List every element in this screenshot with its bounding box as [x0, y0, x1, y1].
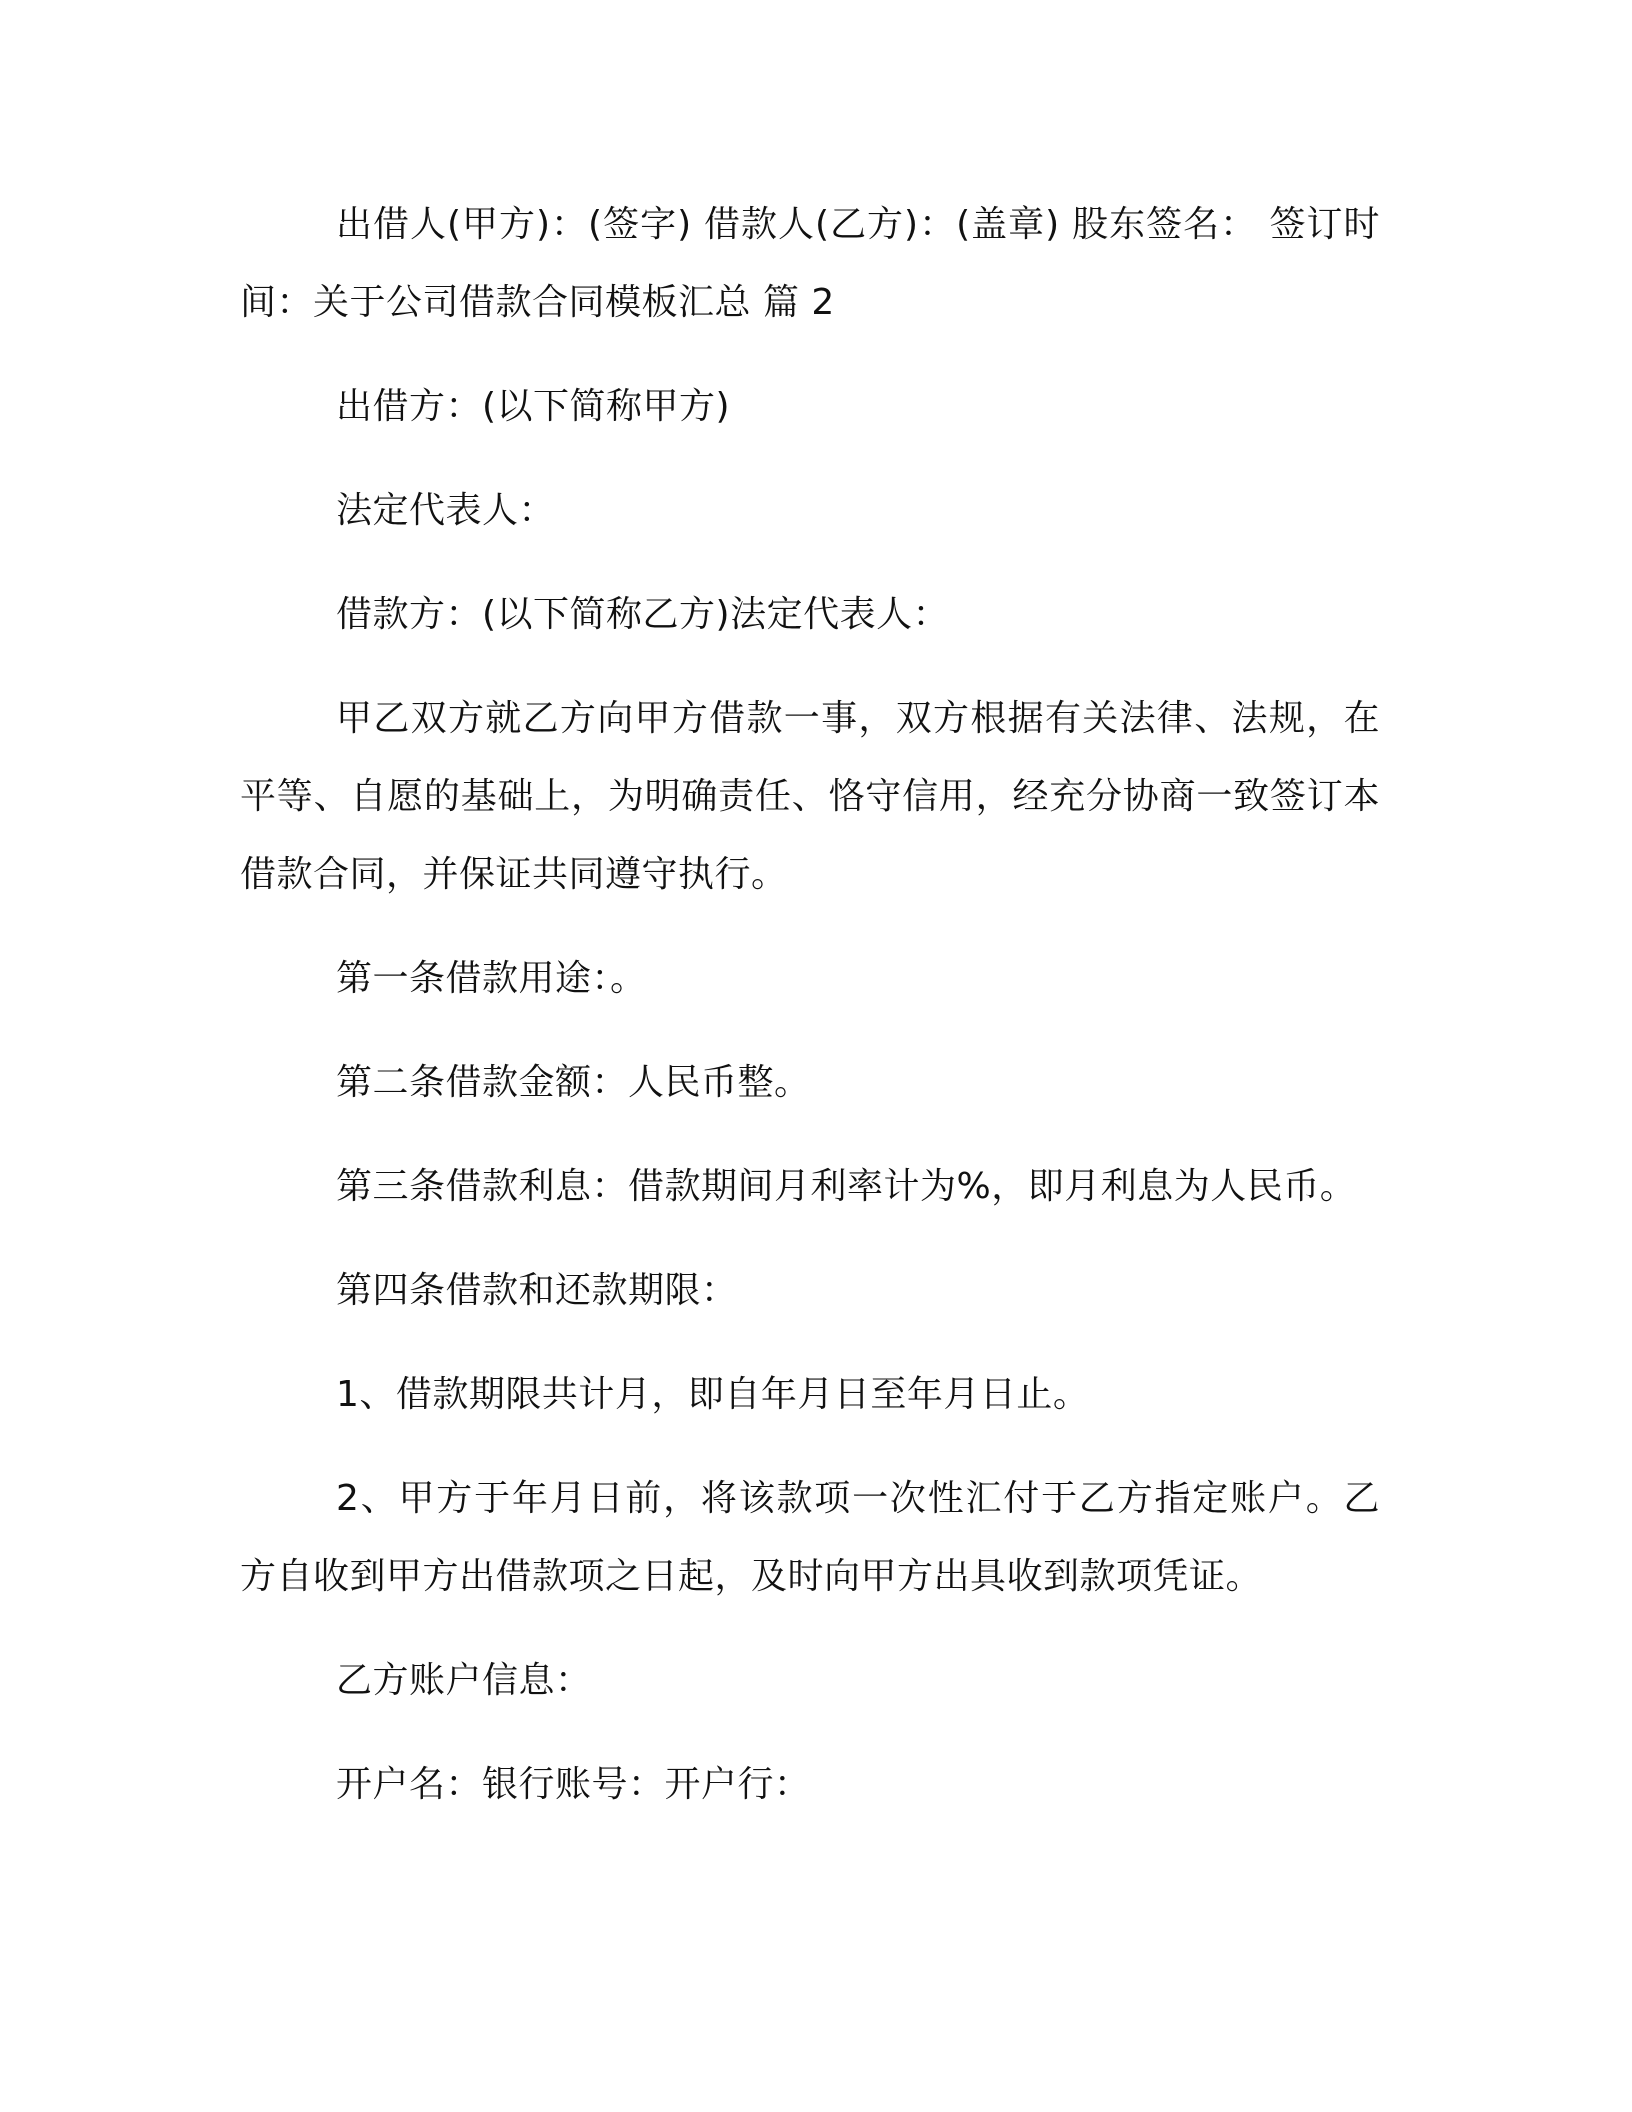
article-4-item-1-paragraph: 1、借款期限共计月，即自年月日至年月日止。 [336, 1374, 1090, 1415]
article-4-paragraph: 第四条借款和还款期限： [336, 1270, 738, 1311]
borrower-paragraph: 借款方：(以下简称乙方)法定代表人： [336, 594, 950, 635]
article-2-paragraph: 第二条借款金额：人民币整。 [336, 1062, 811, 1103]
account-details-paragraph: 开户名：银行账号：开户行： [336, 1764, 811, 1805]
signature-line-paragraph: 出借人(甲方)：(签字) 借款人(乙方)：(盖章) 股东签名： 签订时间：关于公司借款合同模板汇总 篇 2 [240, 204, 1380, 323]
article-3-paragraph: 第三条借款利息：借款期间月利率计为%，即月利息为人民币。 [336, 1166, 1357, 1207]
legal-representative-paragraph: 法定代表人： [336, 490, 556, 531]
agreement-preamble-paragraph: 甲乙双方就乙方向甲方借款一事，双方根据有关法律、法规，在平等、自愿的基础上，为明确责任、恪守信用，经充分协商一致签订本借款合同，并保证共同遵守执行。 [240, 698, 1380, 895]
article-4-item-2-paragraph: 2、甲方于年月日前，将该款项一次性汇付于乙方指定账户。乙方自收到甲方出借款项之日起，及时向甲方出具收到款项凭证。 [240, 1478, 1380, 1597]
document-body [240, 186, 1380, 1850]
account-info-heading-paragraph: 乙方账户信息： [336, 1660, 592, 1701]
article-1-paragraph: 第一条借款用途：。 [336, 958, 647, 999]
lender-paragraph: 出借方：(以下简称甲方) [336, 386, 731, 427]
